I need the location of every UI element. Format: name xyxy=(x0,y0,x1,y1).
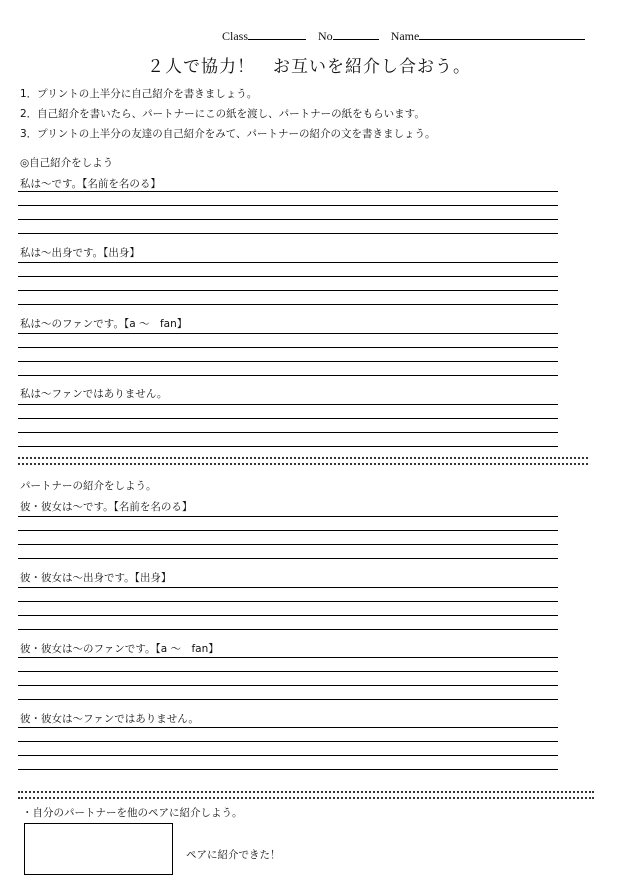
writing-line[interactable] xyxy=(18,333,558,334)
writing-line[interactable] xyxy=(18,304,558,305)
worksheet-title: ２人で協力！ お互いを紹介し合おう。 xyxy=(147,57,471,77)
name-label: Name xyxy=(390,29,420,43)
writing-line[interactable] xyxy=(18,347,558,348)
writing-line[interactable] xyxy=(18,727,558,728)
self-prompt-hometown: 私は〜出身です。【出身】 xyxy=(20,247,140,259)
writing-line[interactable] xyxy=(18,741,558,742)
writing-line[interactable] xyxy=(18,587,558,588)
writing-line[interactable] xyxy=(18,544,558,545)
class-field[interactable] xyxy=(248,27,306,40)
writing-line[interactable] xyxy=(18,685,558,686)
writing-line[interactable] xyxy=(18,657,558,658)
self-prompt-fan: 私は〜のファンです。【a 〜 fan】 xyxy=(20,318,188,330)
writing-line[interactable] xyxy=(18,671,558,672)
self-prompt-not-fan: 私は〜ファンではありません。 xyxy=(20,388,168,400)
writing-line[interactable] xyxy=(18,418,558,419)
student-info-header xyxy=(222,27,585,44)
instruction-2: 2．自己紹介を書いたら、パートナーにこの紙を渡し、パートナーの紙をもらいます。 xyxy=(20,108,425,120)
writing-line[interactable] xyxy=(18,205,558,206)
writing-line[interactable] xyxy=(18,276,558,277)
writing-line[interactable] xyxy=(18,446,558,447)
number-field[interactable] xyxy=(333,27,379,40)
check-box[interactable] xyxy=(24,823,173,875)
writing-line[interactable] xyxy=(18,290,558,291)
partner-prompt-not-fan: 彼・彼女は〜ファンではありません。 xyxy=(20,713,199,725)
writing-line[interactable] xyxy=(18,769,558,770)
writing-line[interactable] xyxy=(18,233,558,234)
instruction-3: 3．プリントの上半分の友達の自己紹介をみて、パートナーの紹介の文を書きましょう。 xyxy=(20,128,436,140)
partner-section-heading: パートナーの紹介をしよう。 xyxy=(20,480,157,492)
name-field[interactable] xyxy=(419,27,585,40)
writing-line[interactable] xyxy=(18,516,558,517)
writing-line[interactable] xyxy=(18,219,558,220)
self-prompt-name: 私は〜です。【名前を名のる】 xyxy=(20,178,161,190)
writing-line[interactable] xyxy=(18,262,558,263)
writing-line[interactable] xyxy=(18,558,558,559)
writing-line[interactable] xyxy=(18,191,558,192)
writing-line[interactable] xyxy=(18,615,558,616)
instruction-1: 1．プリントの上半分に自己紹介を書きましょう。 xyxy=(20,88,258,100)
check-label: ペアに紹介できた！ xyxy=(186,849,281,861)
writing-line[interactable] xyxy=(18,432,558,433)
partner-prompt-fan: 彼・彼女は〜のファンです。【a 〜 fan】 xyxy=(20,643,219,655)
self-section-heading: ◎自己紹介をしよう xyxy=(20,157,114,169)
partner-prompt-hometown: 彼・彼女は〜出身です。【出身】 xyxy=(20,572,172,584)
writing-line[interactable] xyxy=(18,530,558,531)
writing-line[interactable] xyxy=(18,361,558,362)
section-divider xyxy=(18,457,588,465)
writing-line[interactable] xyxy=(18,629,558,630)
class-label: Class xyxy=(222,29,249,43)
writing-line[interactable] xyxy=(18,404,558,405)
pair-intro-instruction: ・自分のパートナーを他のペアに紹介しよう。 xyxy=(22,807,243,819)
no-label: No xyxy=(318,29,333,43)
writing-line[interactable] xyxy=(18,601,558,602)
writing-line[interactable] xyxy=(18,375,558,376)
partner-prompt-name: 彼・彼女は〜です。【名前を名のる】 xyxy=(20,501,193,513)
writing-line[interactable] xyxy=(18,699,558,700)
section-divider xyxy=(18,791,594,799)
writing-line[interactable] xyxy=(18,755,558,756)
